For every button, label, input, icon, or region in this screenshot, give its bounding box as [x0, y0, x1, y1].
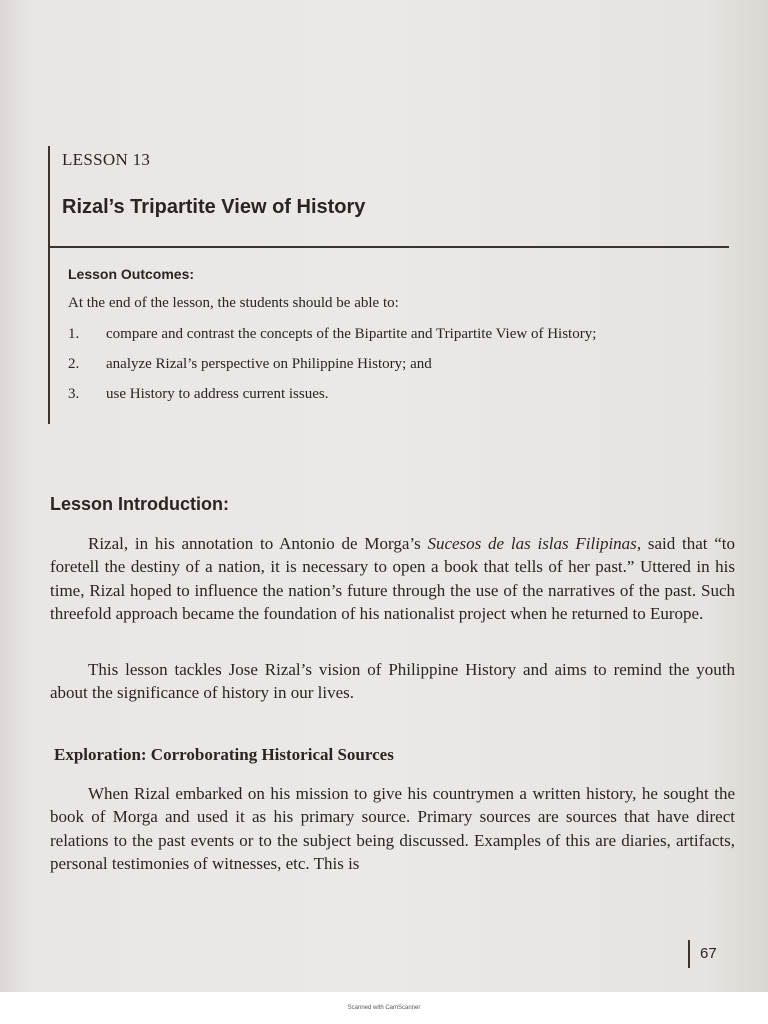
outcome-text: analyze Rizal’s perspective on Philippine History; and — [106, 356, 432, 372]
outcome-item — [68, 386, 328, 403]
scanner-watermark: Scanned with CamScanner — [347, 1005, 421, 1011]
outcome-text: use History to address current issues. — [106, 386, 329, 402]
header-horizontal-rule — [48, 246, 729, 248]
intro-text-end: , said that “to foretell the destiny of a nation, it is necessary to open a book that tells of her past.” Uttered in his time, Rizal hoped to influence the nation’s future through the use of the narratives of the past. Such threefold approach became the foundation of his nationalist project when he returned to Europe. — [50, 534, 735, 623]
introduction-heading: Lesson Introduction: — [50, 494, 229, 514]
outcome-text: compare and contrast the concepts of the Bipartite and Tripartite View of History; — [106, 326, 597, 342]
page-number: 67 — [700, 945, 717, 962]
outcome-number: 3. — [68, 386, 80, 402]
exploration-heading: Exploration: Corroborating Historical Sources — [54, 745, 394, 764]
exploration-paragraph-text: When Rizal embarked on his mission to give his countrymen a written history, he sought the book of Morga and used it as his primary source. Primary sources are sources that have direct relations to the past events or to the subject being discussed. Examples of this are diaries, artifacts, personal testimonies of witnesses, etc. This is — [50, 784, 735, 873]
outcome-number: 2. — [68, 356, 80, 372]
introduction-paragraph-2 — [50, 658, 735, 705]
outcomes-heading: Lesson Outcomes: — [68, 266, 195, 282]
book-title: Sucesos de las islas Filipinas — [427, 534, 637, 553]
exploration-paragraph — [50, 782, 735, 875]
lesson-title: Rizal’s Tripartite View of History — [62, 196, 366, 218]
outcomes-intro: At the end of the lesson, the students should be able to: — [68, 295, 399, 311]
page-number-divider — [688, 940, 690, 968]
intro-text-start: Rizal, in his annotation to Antonio de Morga’s — [88, 534, 428, 553]
introduction-paragraph-1 — [50, 532, 735, 625]
outcome-item — [68, 356, 432, 373]
lesson-number: LESSON 13 — [62, 150, 151, 169]
intro-paragraph-2-text: This lesson tackles Jose Rizal’s vision of Philippine History and aims to remind the youth about the significance of history in our lives. — [50, 660, 735, 703]
outcome-item — [68, 326, 596, 343]
outcome-number: 1. — [68, 326, 80, 342]
header-vertical-rule — [48, 146, 50, 424]
